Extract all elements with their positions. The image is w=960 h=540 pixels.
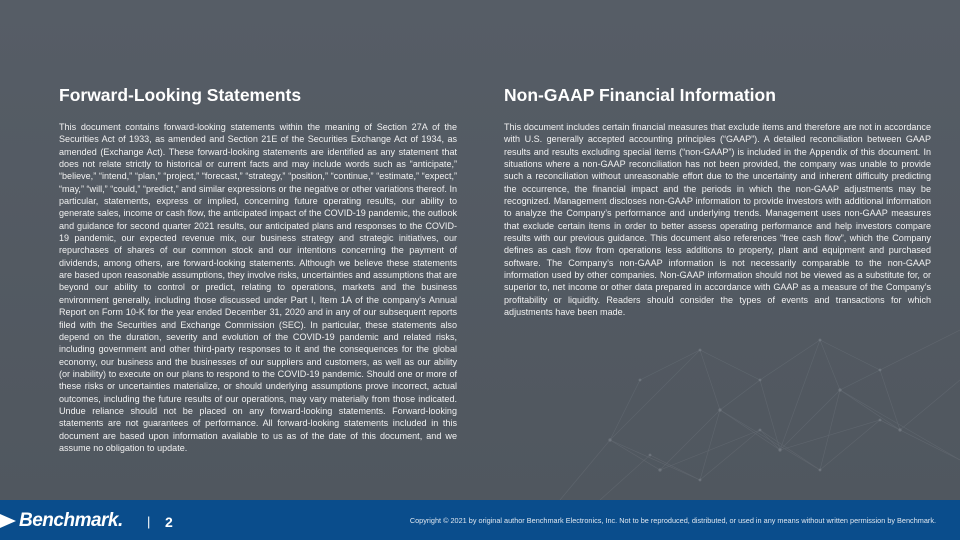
footer-separator: |: [147, 514, 151, 529]
benchmark-logo: [0, 511, 123, 531]
forward-looking-body: This document contains forward-looking statements within the meaning of Section 27A of the Securities Act of 1933, as amended and Section 21E of the Securities Exchange Act of 1934, as amended (Exchange Act). These forward-looking statements are identified as any statement that does not relate strictly to historical or current facts and may include words such as “anticipate,” “believe,” “intend,” “plan,” “project,” “forecast,” “strategy,” “position,” “continue,” “estimate,” “expect,” “may,” “will,” “could,” “predict,” and similar expressions or the negative or other variations thereof. In particular, statements, express or implied, concerning future operating results, our ability to generate sales, income or cash flow, the anticipated impact of the COVID-19 pandemic, the outlook and guidance for second quarter 2021 results, our anticipated plans and responses to the COVID-19 pandemic, our expected revenue mix, our business strategy and strategic initiatives, our repurchases of shares of our common stock and our intentions concerning the payment of dividends, among others, are forward-looking statements. Although we believe these statements are based upon reasonable assumptions, they involve risks, uncertainties and assumptions that are beyond our ability to control or predict, relating to operations, markets and the business environment generally, including those discussed under Part I, Item 1A of the company's Annual Report on Form 10-K for the year ended December 31, 2020 and in any of our subsequent reports filed with the Securities and Exchange Commission (SEC). In particular, these statements also depend on the duration, severity and evolution of the COVID-19 pandemic and related risks, including government and other third-party responses to it and the consequences for the global economy, our business and the businesses of our suppliers and customers, as well as our ability (or inability) to execute on our plans to respond to the COVID-19 pandemic. Should one or more of these risks or uncertainties materialize, or should underlying assumptions prove incorrect, actual outcomes, including the future results of our operations, may vary materially from those indicated. Undue reliance should not be placed on any forward-looking statements. Forward-looking statements are not guarantees of performance. All forward-looking statements included in this document are based upon information available to us as of the date of this document, and we assume no obligation to update.: [59, 122, 457, 453]
footer-bar: [0, 500, 960, 540]
logo-wordmark: Benchmark.: [19, 510, 123, 531]
non-gaap-body: This document includes certain financial measures that exclude items and therefore are not in accordance with U.S. generally accepted accounting principles (“GAAP”). A detailed reconciliation between GAAP results and results excluding special items (“non-GAAP”) is included in the Appendix of this document. In situations where a non-GAAP reconciliation has not been provided, the company was unable to provide such a reconciliation without unreasonable effort due to the uncertainty and inherent difficulty predicting the occurrence, the financial impact and the periods in which the non-GAAP adjustments may be recognized. Management discloses non-GAAP information to provide investors with additional information to analyze the Company’s performance and underlying trends. Management uses non-GAAP measures that exclude certain items in order to better assess operating performance and help investors compare results with our previous guidance. This document also references “free cash flow”, which the Company defines as cash flow from operations less additions to property, plant and equipment and purchased software. The Company’s non-GAAP information is not necessarily comparable to the non-GAAP information used by other companies. Non-GAAP information should not be viewed as a substitute for, or superior to, net income or other data prepared in accordance with GAAP as a measure of the Company’s profitability or liquidity. Readers should consider the types of events and transactions for which adjustments have been made.: [504, 122, 931, 318]
benchmark-logo-mark-icon: [0, 513, 16, 529]
copyright-notice: Copyright © 2021 by original author Benchmark Electronics, Inc. Not to be reproduced, distributed, or used in any means without written permission by Benchmark.: [409, 516, 936, 525]
non-gaap-heading: Non-GAAP Financial Information: [504, 85, 776, 105]
forward-looking-heading: Forward-Looking Statements: [59, 85, 302, 105]
page-number: 2: [165, 514, 173, 530]
forward-looking-section: [59, 84, 457, 454]
non-gaap-section: [504, 84, 931, 319]
